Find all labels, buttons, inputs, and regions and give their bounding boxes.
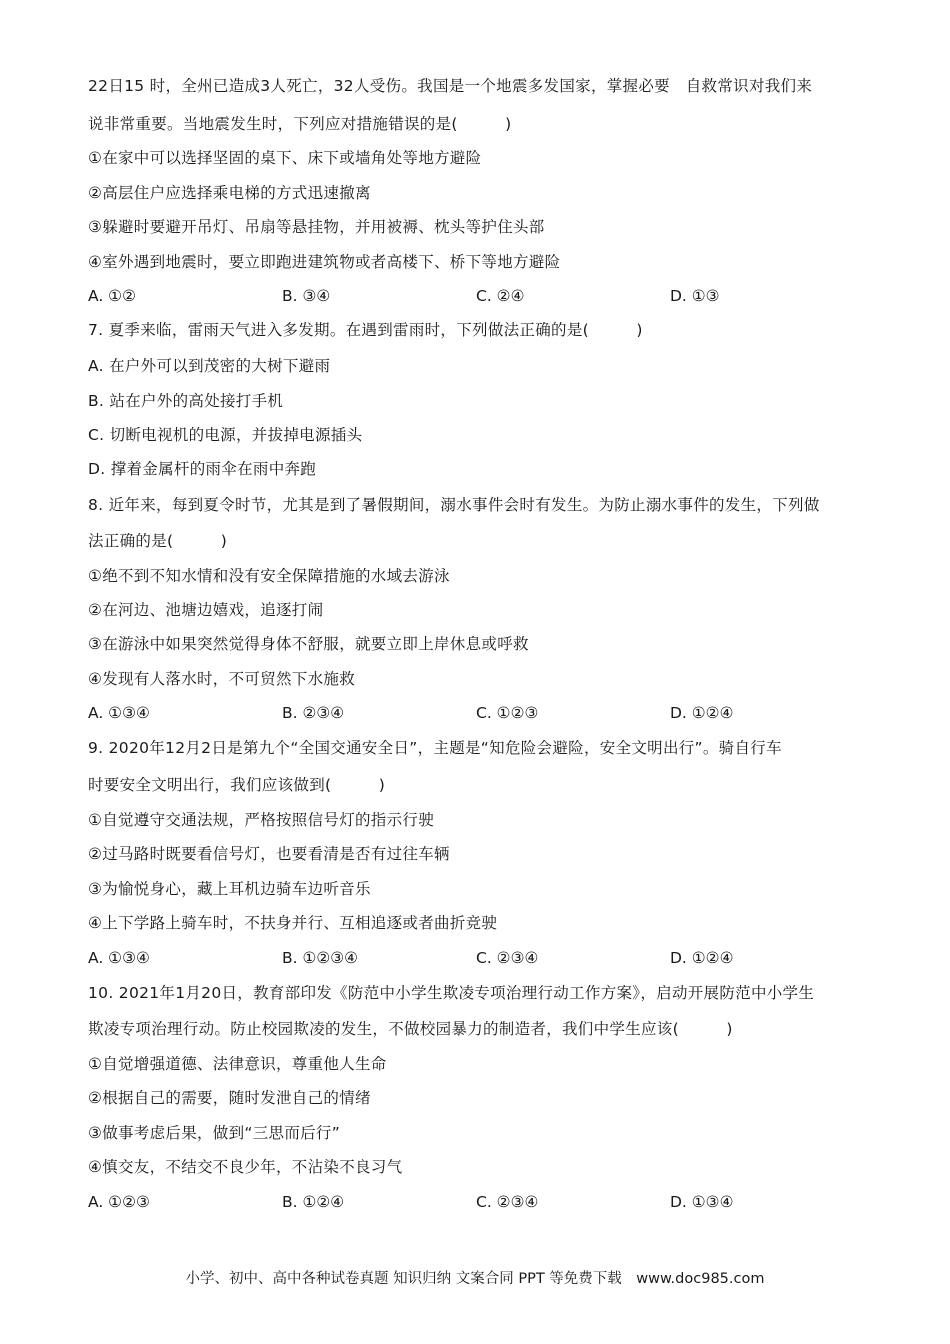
q9-item-1: ①自觉遵守交通法规，严格按照信号灯的指示行驶 (88, 811, 434, 829)
q6-item-3: ③躲避时要避开吊灯、吊扇等悬挂物，并用被褥、枕头等护住头部 (88, 218, 545, 236)
q10-item-2: ②根据自己的需要，随时发泄自己的情绪 (88, 1089, 371, 1107)
page-footer: 小学、初中、高中各种试卷真题 知识归纳 文案合同 PPT 等免费下载 www.doc985.com (185, 1271, 765, 1287)
q6-option-c: C. ②④ (476, 287, 525, 305)
q10-item-3: ③做事考虑后果，做到“三思而后行” (88, 1124, 341, 1142)
q7-stem: 7. 夏季来临，雷雨天气进入多发期。在遇到雷雨时，下列做法正确的是( ) (88, 321, 643, 339)
q10-item-4: ④慎交友，不结交不良少年，不沾染不良习气 (88, 1158, 403, 1176)
q8-option-a: A. ①③④ (88, 704, 150, 722)
q6-stem-line-1: 22日15 时，全州已造成3人死亡，32人受伤。我国是一个地震多发国家，掌握必要 自救常识对我们来 (88, 77, 813, 95)
q9-stem-line-1: 9. 2020年12月2日是第九个“全国交通安全日”，主题是“知危险会避险，安全文明出行”。骑自行车 (88, 739, 782, 757)
q9-option-b: B. ①②③④ (282, 949, 359, 967)
q8-option-c: C. ①②③ (476, 704, 539, 722)
q6-item-1: ①在家中可以选择坚固的桌下、床下或墙角处等地方避险 (88, 149, 482, 167)
q8-stem-line-2: 法正确的是( ) (88, 532, 228, 550)
q6-option-d: D. ①③ (670, 287, 720, 305)
q6-item-4: ④室外遇到地震时，要立即跑进建筑物或者高楼下、桥下等地方避险 (88, 253, 561, 271)
q9-option-d: D. ①②④ (670, 949, 734, 967)
q8-item-1: ①绝不到不知水情和没有安全保障措施的水域去游泳 (88, 567, 450, 585)
q10-option-b: B. ①②④ (282, 1193, 345, 1211)
q7-option-c: C. 切断电视机的电源，并拔掉电源插头 (88, 426, 363, 444)
q8-item-4: ④发现有人落水时，不可贸然下水施救 (88, 670, 355, 688)
q10-stem-line-2: 欺凌专项治理行动。防止校园欺凌的发生，不做校园暴力的制造者，我们中学生应该( ) (88, 1020, 733, 1038)
q9-item-4: ④上下学路上骑车时，不扶身并行、互相追逐或者曲折竞驶 (88, 914, 498, 932)
q8-item-2: ②在河边、池塘边嬉戏，追逐打闹 (88, 601, 324, 619)
q7-option-a: A. 在户外可以到茂密的大树下避雨 (88, 357, 331, 375)
q9-option-a: A. ①③④ (88, 949, 150, 967)
q6-option-b: B. ③④ (282, 287, 331, 305)
q9-stem-line-2: 时要安全文明出行，我们应该做到( ) (88, 776, 386, 794)
q6-option-a: A. ①② (88, 287, 136, 305)
q6-stem-line-2: 说非常重要。当地震发生时，下列应对措施错误的是( ) (88, 115, 512, 133)
q10-option-c: C. ②③④ (476, 1193, 539, 1211)
q7-option-b: B. 站在户外的高处接打手机 (88, 392, 284, 410)
q10-option-a: A. ①②③ (88, 1193, 150, 1211)
q10-item-1: ①自觉增强道德、法律意识，尊重他人生命 (88, 1055, 387, 1073)
q8-option-b: B. ②③④ (282, 704, 345, 722)
q8-option-d: D. ①②④ (670, 704, 734, 722)
q8-item-3: ③在游泳中如果突然觉得身体不舒服，就要立即上岸休息或呼救 (88, 635, 529, 653)
q6-item-2: ②高层住户应选择乘电梯的方式迅速撤离 (88, 184, 371, 202)
q10-stem-line-1: 10. 2021年1月20日，教育部印发《防范中小学生欺凌专项治理行动工作方案》，启动开展防范中小学生 (88, 984, 815, 1002)
q9-option-c: C. ②③④ (476, 949, 539, 967)
q7-option-d: D. 撑着金属杆的雨伞在雨中奔跑 (88, 460, 317, 478)
q10-option-d: D. ①③④ (670, 1193, 734, 1211)
q9-item-3: ③为愉悦身心，藏上耳机边骑车边听音乐 (88, 880, 371, 898)
q8-stem-line-1: 8. 近年来，每到夏令时节，尤其是到了暑假期间，溺水事件会时有发生。为防止溺水事件的发生，下列做 (88, 496, 820, 514)
q9-item-2: ②过马路时既要看信号灯，也要看清是否有过往车辆 (88, 845, 450, 863)
